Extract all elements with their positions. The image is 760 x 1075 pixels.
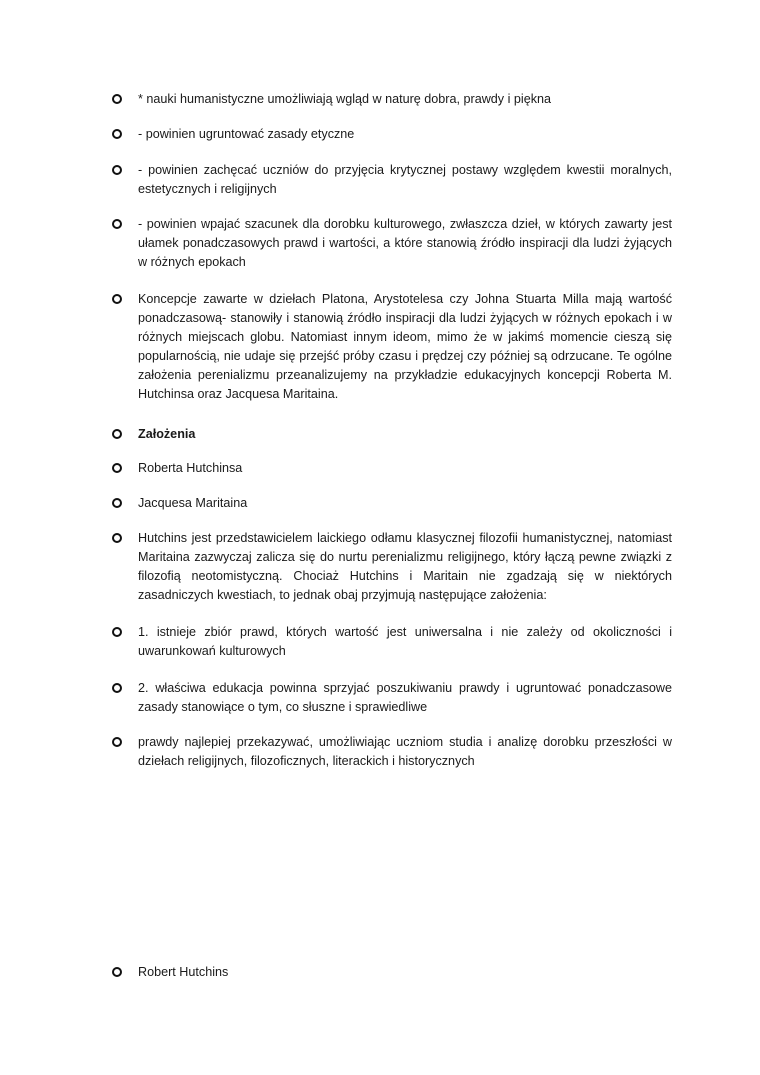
circle-bullet-icon [112, 627, 122, 637]
paragraph-text: Hutchins jest przedstawicielem laickiego odłamu klasycznej filozofii humanistycznej, natomiast Maritaina zazwyczaj zalicza się do nurtu perenializmu religijnego, który łączą pewne związki z filozofią neotomistyczną. Chociaż Hutchins i Maritain nie zgadzają się w niektórych zasadniczych kwestiach, to jednak obaj przyjmują następujące założenia: [138, 531, 672, 602]
circle-bullet-icon [112, 533, 122, 543]
list-item [112, 494, 672, 513]
paragraph-item [112, 529, 672, 605]
list-item [112, 733, 672, 771]
list-item-text: Robert Hutchins [138, 965, 229, 979]
circle-bullet-icon [112, 129, 122, 139]
paragraph-item [112, 290, 672, 404]
list-item-text: Roberta Hutchinsa [138, 461, 243, 475]
list-item-text: Jacquesa Maritaina [138, 496, 248, 510]
circle-bullet-icon [112, 737, 122, 747]
section-heading: Założenia [138, 427, 196, 441]
list-item [112, 161, 672, 199]
circle-bullet-icon [112, 429, 122, 439]
list-item-text: prawdy najlepiej przekazywać, umożliwiając uczniom studia i analizę dorobku przeszłości w dziełach religijnych, filozoficznych, literackich i historycznych [138, 735, 672, 768]
list-item-text: - powinien ugruntować zasady etyczne [138, 127, 355, 141]
list-item [112, 623, 672, 661]
list-item-text: - powinien wpajać szacunek dla dorobku kulturowego, zwłaszcza dzieł, w których zawarty jest ułamek ponadczasowych prawd i wartości, a które stanowią źródło inspiracji dla ludzi żyjących w różnych epokach [138, 217, 672, 269]
circle-bullet-icon [112, 498, 122, 508]
list-item-text: - powinien zachęcać uczniów do przyjęcia krytycznej postawy względem kwestii moralnych, estetycznych i religijnych [138, 163, 672, 196]
circle-bullet-icon [112, 294, 122, 304]
list-item [112, 459, 672, 478]
list-item [112, 963, 672, 982]
list-item [112, 90, 672, 109]
circle-bullet-icon [112, 463, 122, 473]
circle-bullet-icon [112, 683, 122, 693]
paragraph-text: Koncepcje zawarte w dziełach Platona, Arystotelesa czy Johna Stuarta Milla mają wartość ponadczasową- stanowiły i stanowią źródło inspiracji dla ludzi żyjących w różnych epokach i w różnych miejscach globu. Natomiast innym ideom, mimo że w jakimś momencie cieszą się popularnością, nie udaje się przejść próby czasu i prędzej czy później są odrzucane. Te ogólne założenia perenializmu przeanalizujemy na przykładzie edukacyjnych koncepcji Roberta M. Hutchinsa oraz Jacquesa Maritaina. [138, 292, 672, 401]
list-item [112, 125, 672, 144]
circle-bullet-icon [112, 219, 122, 229]
list-item-text: 2. właściwa edukacja powinna sprzyjać poszukiwaniu prawdy i ugruntować ponadczasowe zasady stanowiące o tym, co słuszne i sprawiedliwe [138, 681, 672, 714]
list-item-text: * nauki humanistyczne umożliwiają wgląd w naturę dobra, prawdy i piękna [138, 92, 552, 106]
list-item [112, 215, 672, 272]
circle-bullet-icon [112, 94, 122, 104]
circle-bullet-icon [112, 165, 122, 175]
list-item [112, 679, 672, 717]
list-item-text: 1. istnieje zbiór prawd, których wartość jest uniwersalna i nie zależy od okoliczności i uwarunkowań kulturowych [138, 625, 672, 658]
list-item [112, 425, 672, 444]
circle-bullet-icon [112, 967, 122, 977]
